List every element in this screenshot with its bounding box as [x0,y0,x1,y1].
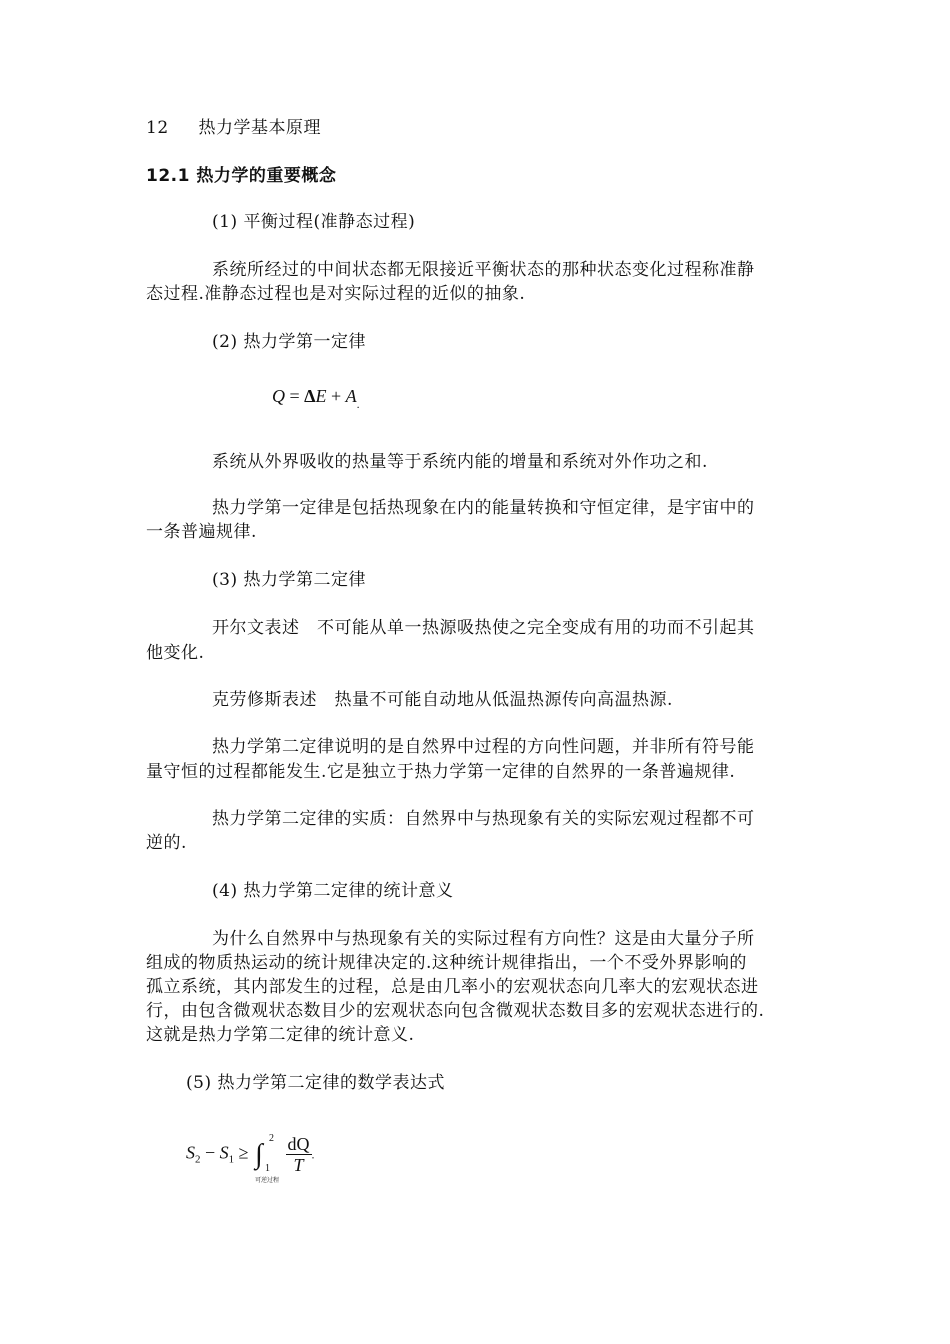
paragraph-line: 系统从外界吸收的热量等于系统内能的增量和系统对外作功之和. [212,452,708,472]
paragraph-line: 组成的物质热运动的统计规律决定的.这种统计规律指出，一个不受外界影响的 [146,953,747,973]
fraction-numerator: dQ [287,1134,310,1154]
formula-a: A [345,386,357,406]
formula-plus: + [330,386,342,406]
kelvin-statement-line: 开尔文表述 不可能从单一热源吸热使之完全变成有用的功而不引起其 [212,618,755,638]
formula-sub-2: 2 [195,1153,201,1166]
item-1-heading: (1) 平衡过程(准静态过程) [212,212,416,232]
formula-delta: Δ [304,386,316,406]
integral-sign [255,1132,280,1184]
fraction-denominator: T [293,1155,304,1175]
fraction [286,1134,312,1175]
first-law-formula [272,386,360,412]
second-law-formula [186,1132,315,1184]
integral-lower-limit: 1 [265,1162,271,1174]
paragraph-line: 逆的. [146,833,187,853]
paragraph-line: 这就是热力学第二定律的统计意义. [146,1025,415,1045]
formula-e: E [315,386,327,406]
clausius-statement: 克劳修斯表述 热量不可能自动地从低温热源传向高温热源. [212,690,673,710]
formula-geq: ≥ [238,1142,249,1163]
formula-sub-1: 1 [228,1153,235,1166]
item-5-heading: (5) 热力学第二定律的数学表达式 [186,1073,445,1093]
paragraph-line: 量守恒的过程都能发生.它是独立于热力学第一定律的自然界的一条普遍规律. [146,762,736,782]
formula-equals: = [289,386,300,406]
integral-condition: 可逆过程 [255,1177,280,1184]
chapter-number: 12 [146,118,169,138]
formula-s2: S [186,1142,195,1163]
item-4-heading: (4) 热力学第二定律的统计意义 [212,881,454,901]
paragraph-line: 态过程.准静态过程也是对实际过程的近似的抽象. [146,284,526,304]
formula-period: . [356,397,360,411]
item-3-heading: (3) 热力学第二定律 [212,570,366,590]
kelvin-statement-line: 他变化. [146,643,205,663]
paragraph-line: 热力学第二定律说明的是自然界中过程的方向性问题，并非所有符号能 [212,737,755,757]
paragraph-line: 为什么自然界中与热现象有关的实际过程有方向性？这是由大量分子所 [212,929,755,949]
formula-period: . [311,1147,315,1162]
chapter-title: 热力学基本原理 [198,118,321,138]
paragraph-line: 系统所经过的中间状态都无限接近平衡状态的那种状态变化过程称准静 [212,260,755,280]
formula-q: Q [272,386,285,406]
paragraph-line: 热力学第一定律是包括热现象在内的能量转换和守恒定律，是宇宙中的 [212,498,755,518]
item-2-heading: (2) 热力学第一定律 [212,332,366,352]
section-title: 12.1 热力学的重要概念 [146,166,337,186]
paragraph-line: 热力学第二定律的实质：自然界中与热现象有关的实际宏观过程都不可 [212,809,755,829]
formula-s1: S [219,1142,229,1163]
chapter-heading [146,116,321,140]
paragraph-line: 行，由包含微观状态数目少的宏观状态向包含微观状态数目多的宏观状态进行的. [146,1001,765,1021]
integral-symbol: ∫ [255,1138,263,1170]
formula-minus: − [205,1142,216,1163]
paragraph-line: 孤立系统，其内部发生的过程，总是由几率小的宏观状态向几率大的宏观状态进 [146,977,759,997]
paragraph-line: 一条普遍规律. [146,522,257,542]
integral-upper-limit: 2 [269,1132,275,1144]
